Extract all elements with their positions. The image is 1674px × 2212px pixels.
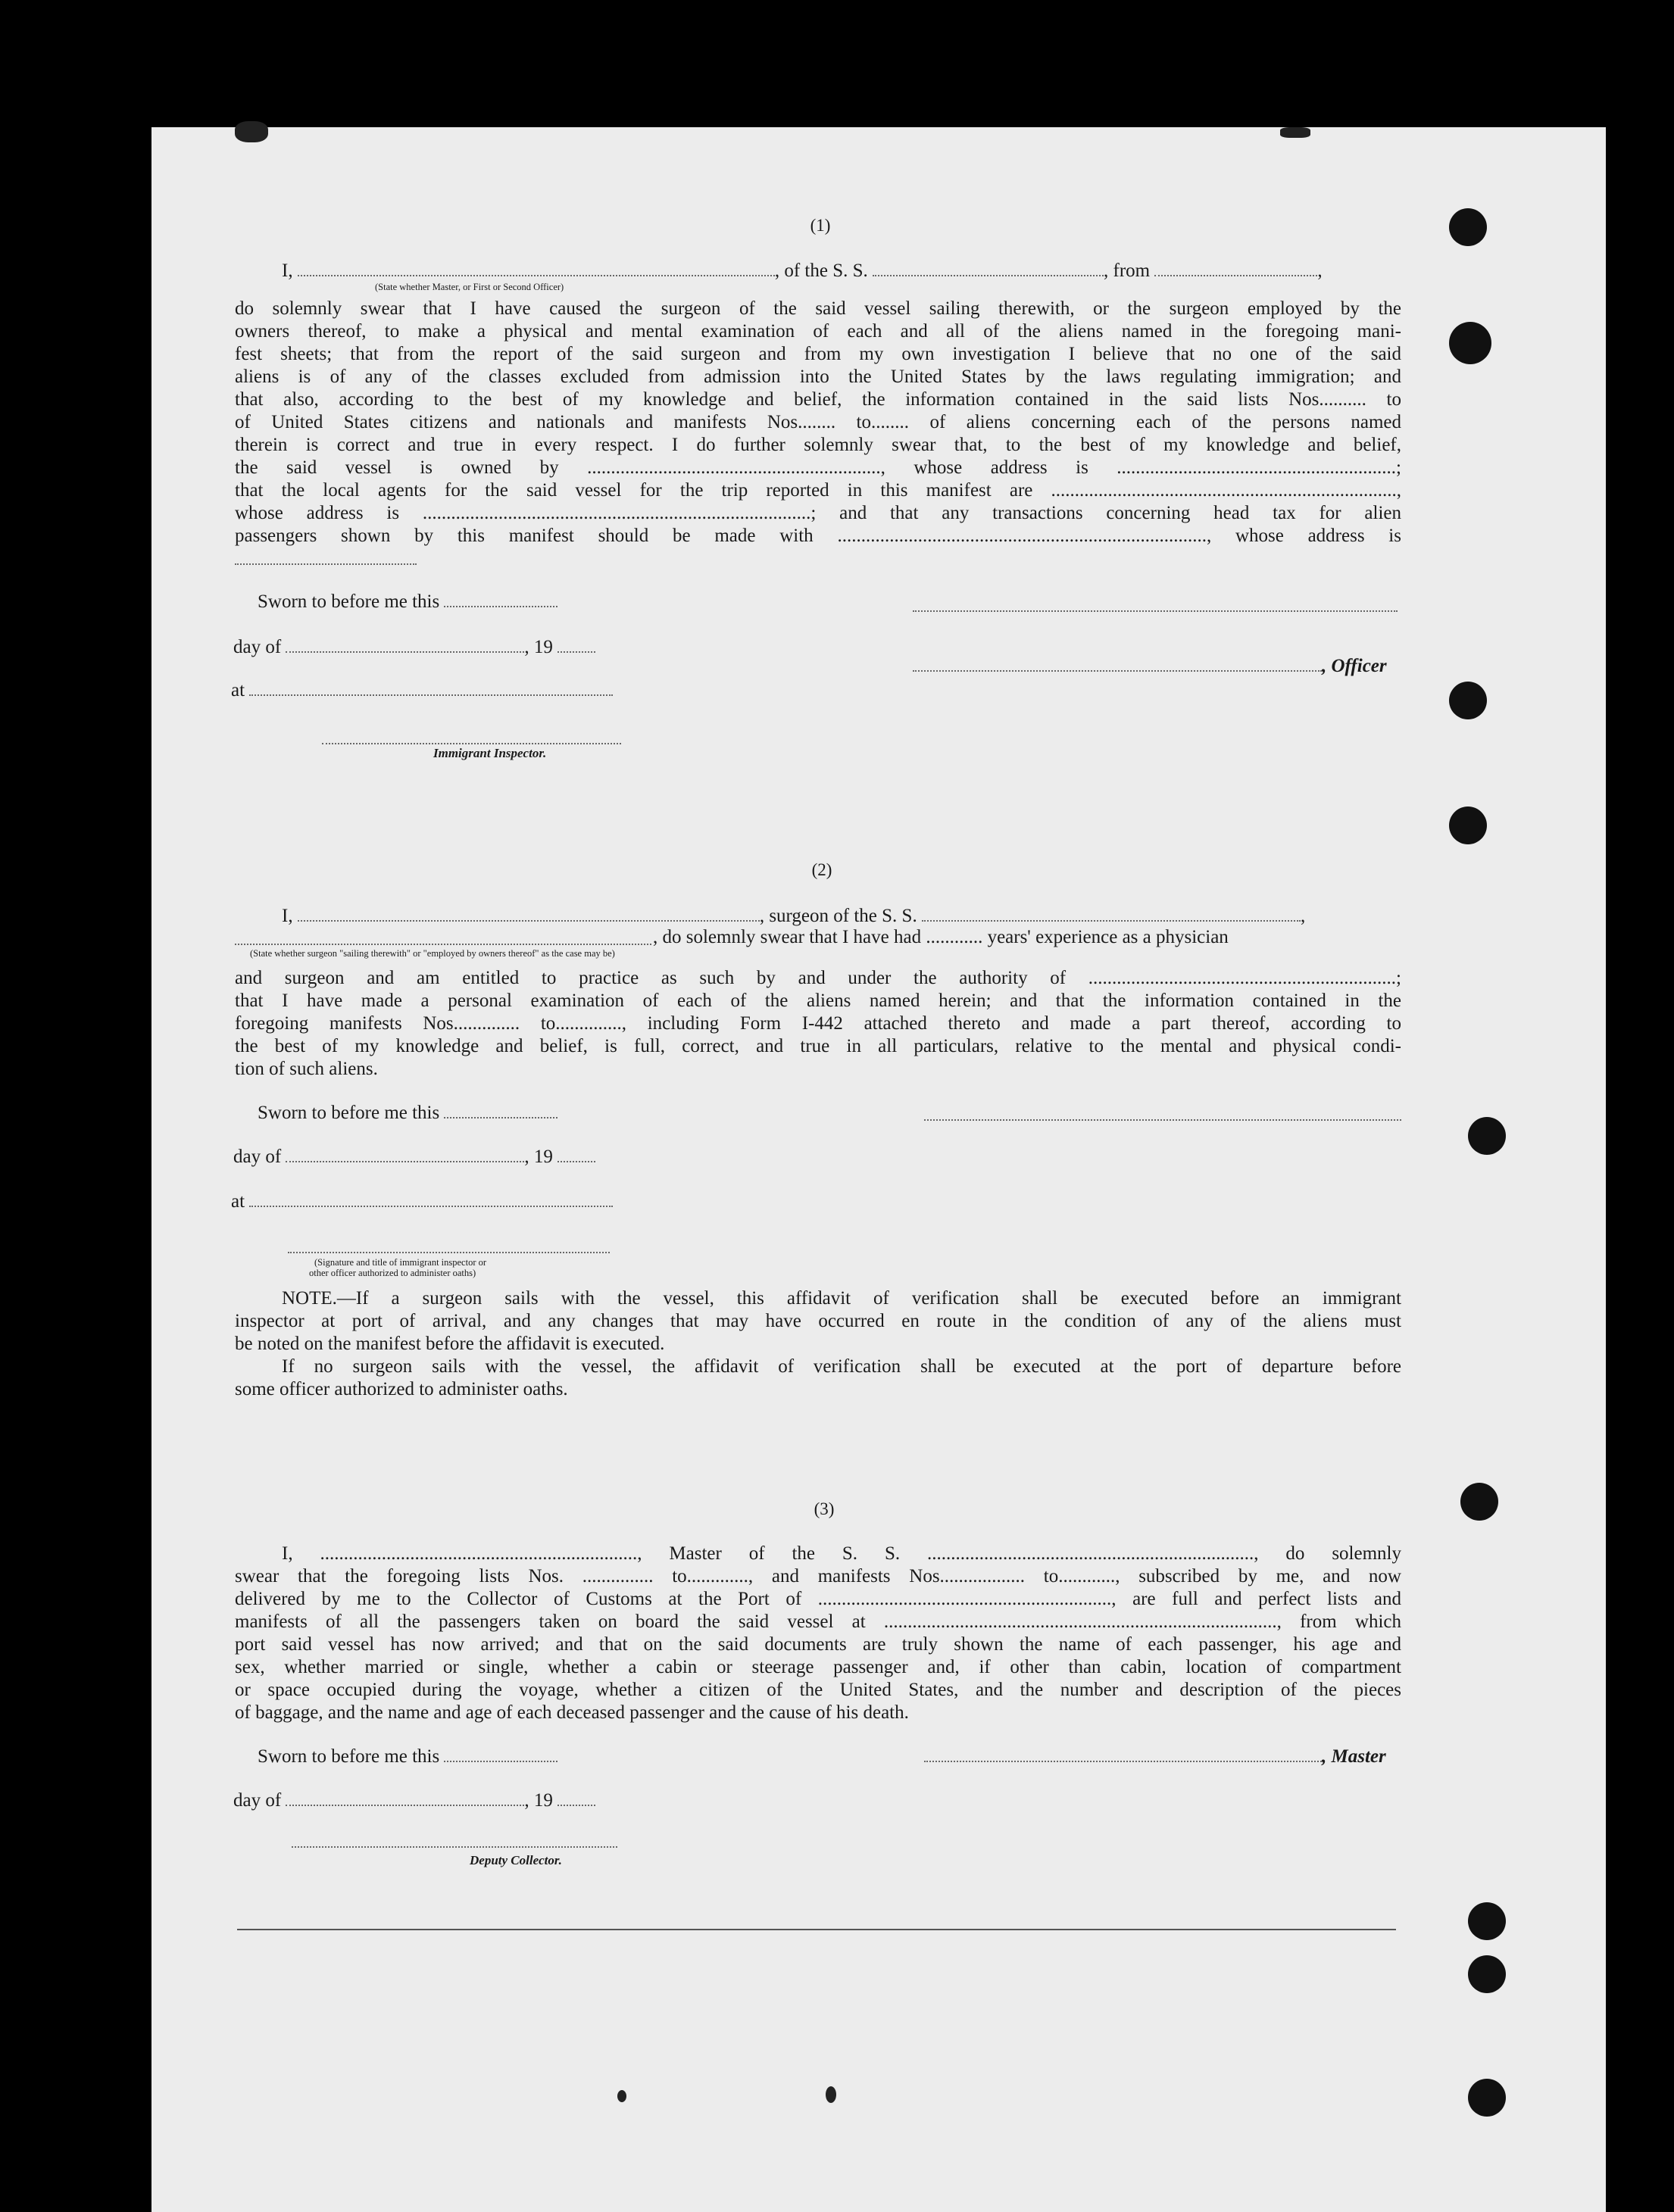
surgeon-signature-field[interactable] (924, 1107, 1401, 1121)
day-field[interactable] (286, 1792, 524, 1806)
section-1-day-line (233, 636, 595, 659)
officer-signature-line-1[interactable] (913, 598, 1398, 612)
from-label: , from (1104, 261, 1151, 281)
surgeon-status-field[interactable] (235, 931, 651, 945)
section-1-body-line: that also, according to the best of my knowledge and belief, the information contained in the said lists Nos.......... to (235, 389, 1401, 410)
punch-hole (1449, 682, 1487, 719)
sworn-date-field[interactable] (444, 1105, 557, 1118)
note-line: some officer authorized to administer oaths. (235, 1379, 568, 1399)
surgeon-of-ss-label: , surgeon of the S. S. (759, 906, 917, 926)
section-2-body-line: the best of my knowledge and belief, is full, correct, and true in all particulars, relative to the mental and physical condi- (235, 1036, 1401, 1056)
section-1-body-line: fest sheets; that from the report of the said surgeon and from my own investigation I believe that no one of the said (235, 344, 1401, 364)
sworn-date-field[interactable] (444, 594, 557, 607)
section-1-body-line: therein is correct and true in every respect. I do further solemnly swear that, to the best of my knowledge and belief, (235, 435, 1401, 455)
section-2-body-line: tion of such aliens. (235, 1059, 378, 1079)
section-3-body-line: of baggage, and the name and age of each deceased passenger and the cause of his death. (235, 1702, 909, 1723)
master-signature-field[interactable] (924, 1749, 1322, 1762)
punch-hole (1449, 806, 1487, 844)
year-field[interactable] (557, 639, 595, 653)
signature-caption-1: (Signature and title of immigrant inspector or (314, 1257, 487, 1268)
section-2-at-line (231, 1190, 613, 1213)
punch-hole (1468, 2079, 1506, 2117)
year-label: , 19 (524, 1790, 553, 1811)
section-3-body-line: delivered by me to the Collector of Customs at the Port of .............................................................., are full and perfect lists and (235, 1589, 1401, 1609)
pronoun-i: I, (282, 906, 293, 926)
section-1-at-line (231, 679, 613, 702)
year-field[interactable] (557, 1149, 595, 1162)
day-of-label: day of (233, 1147, 282, 1167)
at-place-field[interactable] (249, 682, 613, 696)
section-2-line-2: , do solemnly swear that I have had ............ years' experience as a physician (653, 927, 1229, 947)
section-1-body-line: passengers shown by this manifest should be made with .............................................................................., whose address is (235, 526, 1401, 546)
section-3-body-line: port said vessel has now arrived; and that on the said documents are truly shown the name of each passenger, his age and (235, 1634, 1401, 1655)
section-3-body-line: swear that the foregoing lists Nos. ............... to............., and manifests Nos.................. to............, subscribed by me, and now (235, 1566, 1401, 1586)
section-3-sworn-line (258, 1746, 557, 1768)
section-2-body-line: foregoing manifests Nos.............. to.............., including Form I-442 attached thereto and made a part thereof, according to (235, 1013, 1401, 1034)
of-the-ss-label: , of the S. S. (774, 261, 868, 281)
vessel-name-field[interactable] (873, 263, 1104, 276)
officer-label: , Officer (1322, 656, 1387, 676)
sworn-label: Sworn to before me this (258, 1103, 440, 1123)
officer-rank-field[interactable] (298, 263, 775, 276)
signature-caption-2: other officer authorized to administer oaths) (309, 1268, 476, 1278)
surgeon-status-caption: (State whether surgeon "sailing therewith" or "employed by owners thereof" as the case may be) (250, 948, 615, 959)
section-3-heading: (3) (814, 1499, 835, 1518)
from-port-field[interactable] (1154, 263, 1317, 276)
section-1-body-line: aliens is of any of the classes excluded from admission into the United States by the laws regulating immigration; and (235, 367, 1401, 387)
section-1-sworn-line (258, 591, 557, 613)
section-2-line-1: I, , surgeon of the S. S. , (282, 906, 1306, 926)
immigrant-inspector-label: Immigrant Inspector. (433, 746, 547, 760)
at-label: at (231, 1191, 245, 1212)
year-field[interactable] (557, 1792, 595, 1806)
section-3-line-1: I, ..................................................................., Master of the S. S. ....................................................................., do solemnly (282, 1543, 1401, 1564)
sworn-date-field[interactable] (444, 1749, 557, 1762)
officer-rank-caption: (State whether Master, or First or Second Officer) (375, 282, 564, 292)
punch-hole (1449, 322, 1491, 364)
inspector-signature-field[interactable] (288, 1240, 610, 1253)
section-2-sworn-line (258, 1102, 557, 1125)
section-2-day-line (233, 1146, 595, 1168)
officer-signature-field[interactable] (913, 658, 1322, 672)
officer-signature-line (913, 655, 1387, 678)
surgeon-name-field[interactable] (298, 908, 760, 922)
pronoun-i: I, (282, 261, 293, 281)
section-3-body-line: manifests of all the passengers taken on board the said vessel at ..................................................................................., from which (235, 1611, 1401, 1632)
note-line: be noted on the manifest before the affidavit is executed. (235, 1334, 665, 1354)
section-2-body-line: and surgeon and am entitled to practice as such by and under the authority of .................................................................; (235, 968, 1401, 988)
at-label: at (231, 680, 245, 700)
master-label: , Master (1322, 1746, 1386, 1767)
section-1-body-line: do solemnly swear that I have caused the surgeon of the said vessel sailing therewith, or the surgeon employed by the (235, 298, 1401, 319)
note-line: inspector at port of arrival, and any changes that may have occurred en route in the condition of any of the aliens must (235, 1311, 1401, 1331)
sworn-label: Sworn to before me this (258, 1746, 440, 1767)
day-field[interactable] (286, 1149, 524, 1162)
year-label: , 19 (524, 637, 553, 657)
section-1-heading: (1) (810, 216, 831, 235)
section-3-body-line: sex, whether married or single, whether a cabin or steerage passenger and, if other than cabin, location of compartment (235, 1657, 1401, 1677)
day-field[interactable] (286, 639, 524, 653)
deputy-collector-signature-field[interactable] (292, 1834, 617, 1848)
note-line: If no surgeon sails with the vessel, the affidavit of verification shall be executed at the port of departure before (282, 1356, 1401, 1377)
punch-hole (1468, 1902, 1506, 1940)
punch-hole (1468, 1955, 1506, 1993)
master-signature-line (924, 1746, 1386, 1768)
section-1-body-line: owners thereof, to make a physical and mental examination of each and all of the aliens named in the foregoing mani- (235, 321, 1401, 342)
inspector-signature-field[interactable] (322, 731, 621, 744)
at-place-field[interactable] (249, 1193, 613, 1207)
ink-blot (1280, 127, 1310, 138)
day-of-label: day of (233, 637, 282, 657)
section-1-body-line: whose address is ..................................................................................; and that any transactions concerning head tax for alien (235, 503, 1401, 523)
section-3-day-line (233, 1789, 595, 1812)
section-1-body-line: that the local agents for the said vessel for the trip reported in this manifest are ........................................................................., (235, 480, 1401, 501)
sworn-label: Sworn to before me this (258, 591, 440, 612)
section-1-body-line: the said vessel is owned by .............................................................., whose address is ...........................................................; (235, 457, 1401, 478)
day-of-label: day of (233, 1790, 282, 1811)
bottom-rule (237, 1929, 1396, 1930)
section-1-body-line: of United States citizens and nationals and manifests Nos........ to........ of aliens concerning each of the persons named (235, 412, 1401, 432)
punch-hole (1460, 1483, 1498, 1521)
deputy-collector-label: Deputy Collector. (470, 1853, 562, 1867)
section-2-heading: (2) (811, 860, 832, 879)
year-label: , 19 (524, 1147, 553, 1167)
section-3-body-line: or space occupied during the voyage, whether a citizen of the United States, and the number and description of the pieces (235, 1680, 1401, 1700)
surgeon-vessel-field[interactable] (922, 908, 1301, 922)
punch-hole (1449, 208, 1487, 246)
note-line: NOTE.—If a surgeon sails with the vessel, this affidavit of verification shall be executed before an immigrant (282, 1288, 1401, 1309)
ink-blot (826, 2086, 836, 2103)
section-2-body-line: that I have made a personal examination of each of the aliens named herein; and that the information contained in the (235, 991, 1401, 1011)
section-1-line-1: I, , of the S. S. , from , (282, 261, 1323, 281)
ink-blot (235, 121, 268, 142)
ink-blot (617, 2090, 626, 2102)
head-tax-address-field[interactable] (235, 551, 417, 565)
punch-hole (1468, 1117, 1506, 1155)
